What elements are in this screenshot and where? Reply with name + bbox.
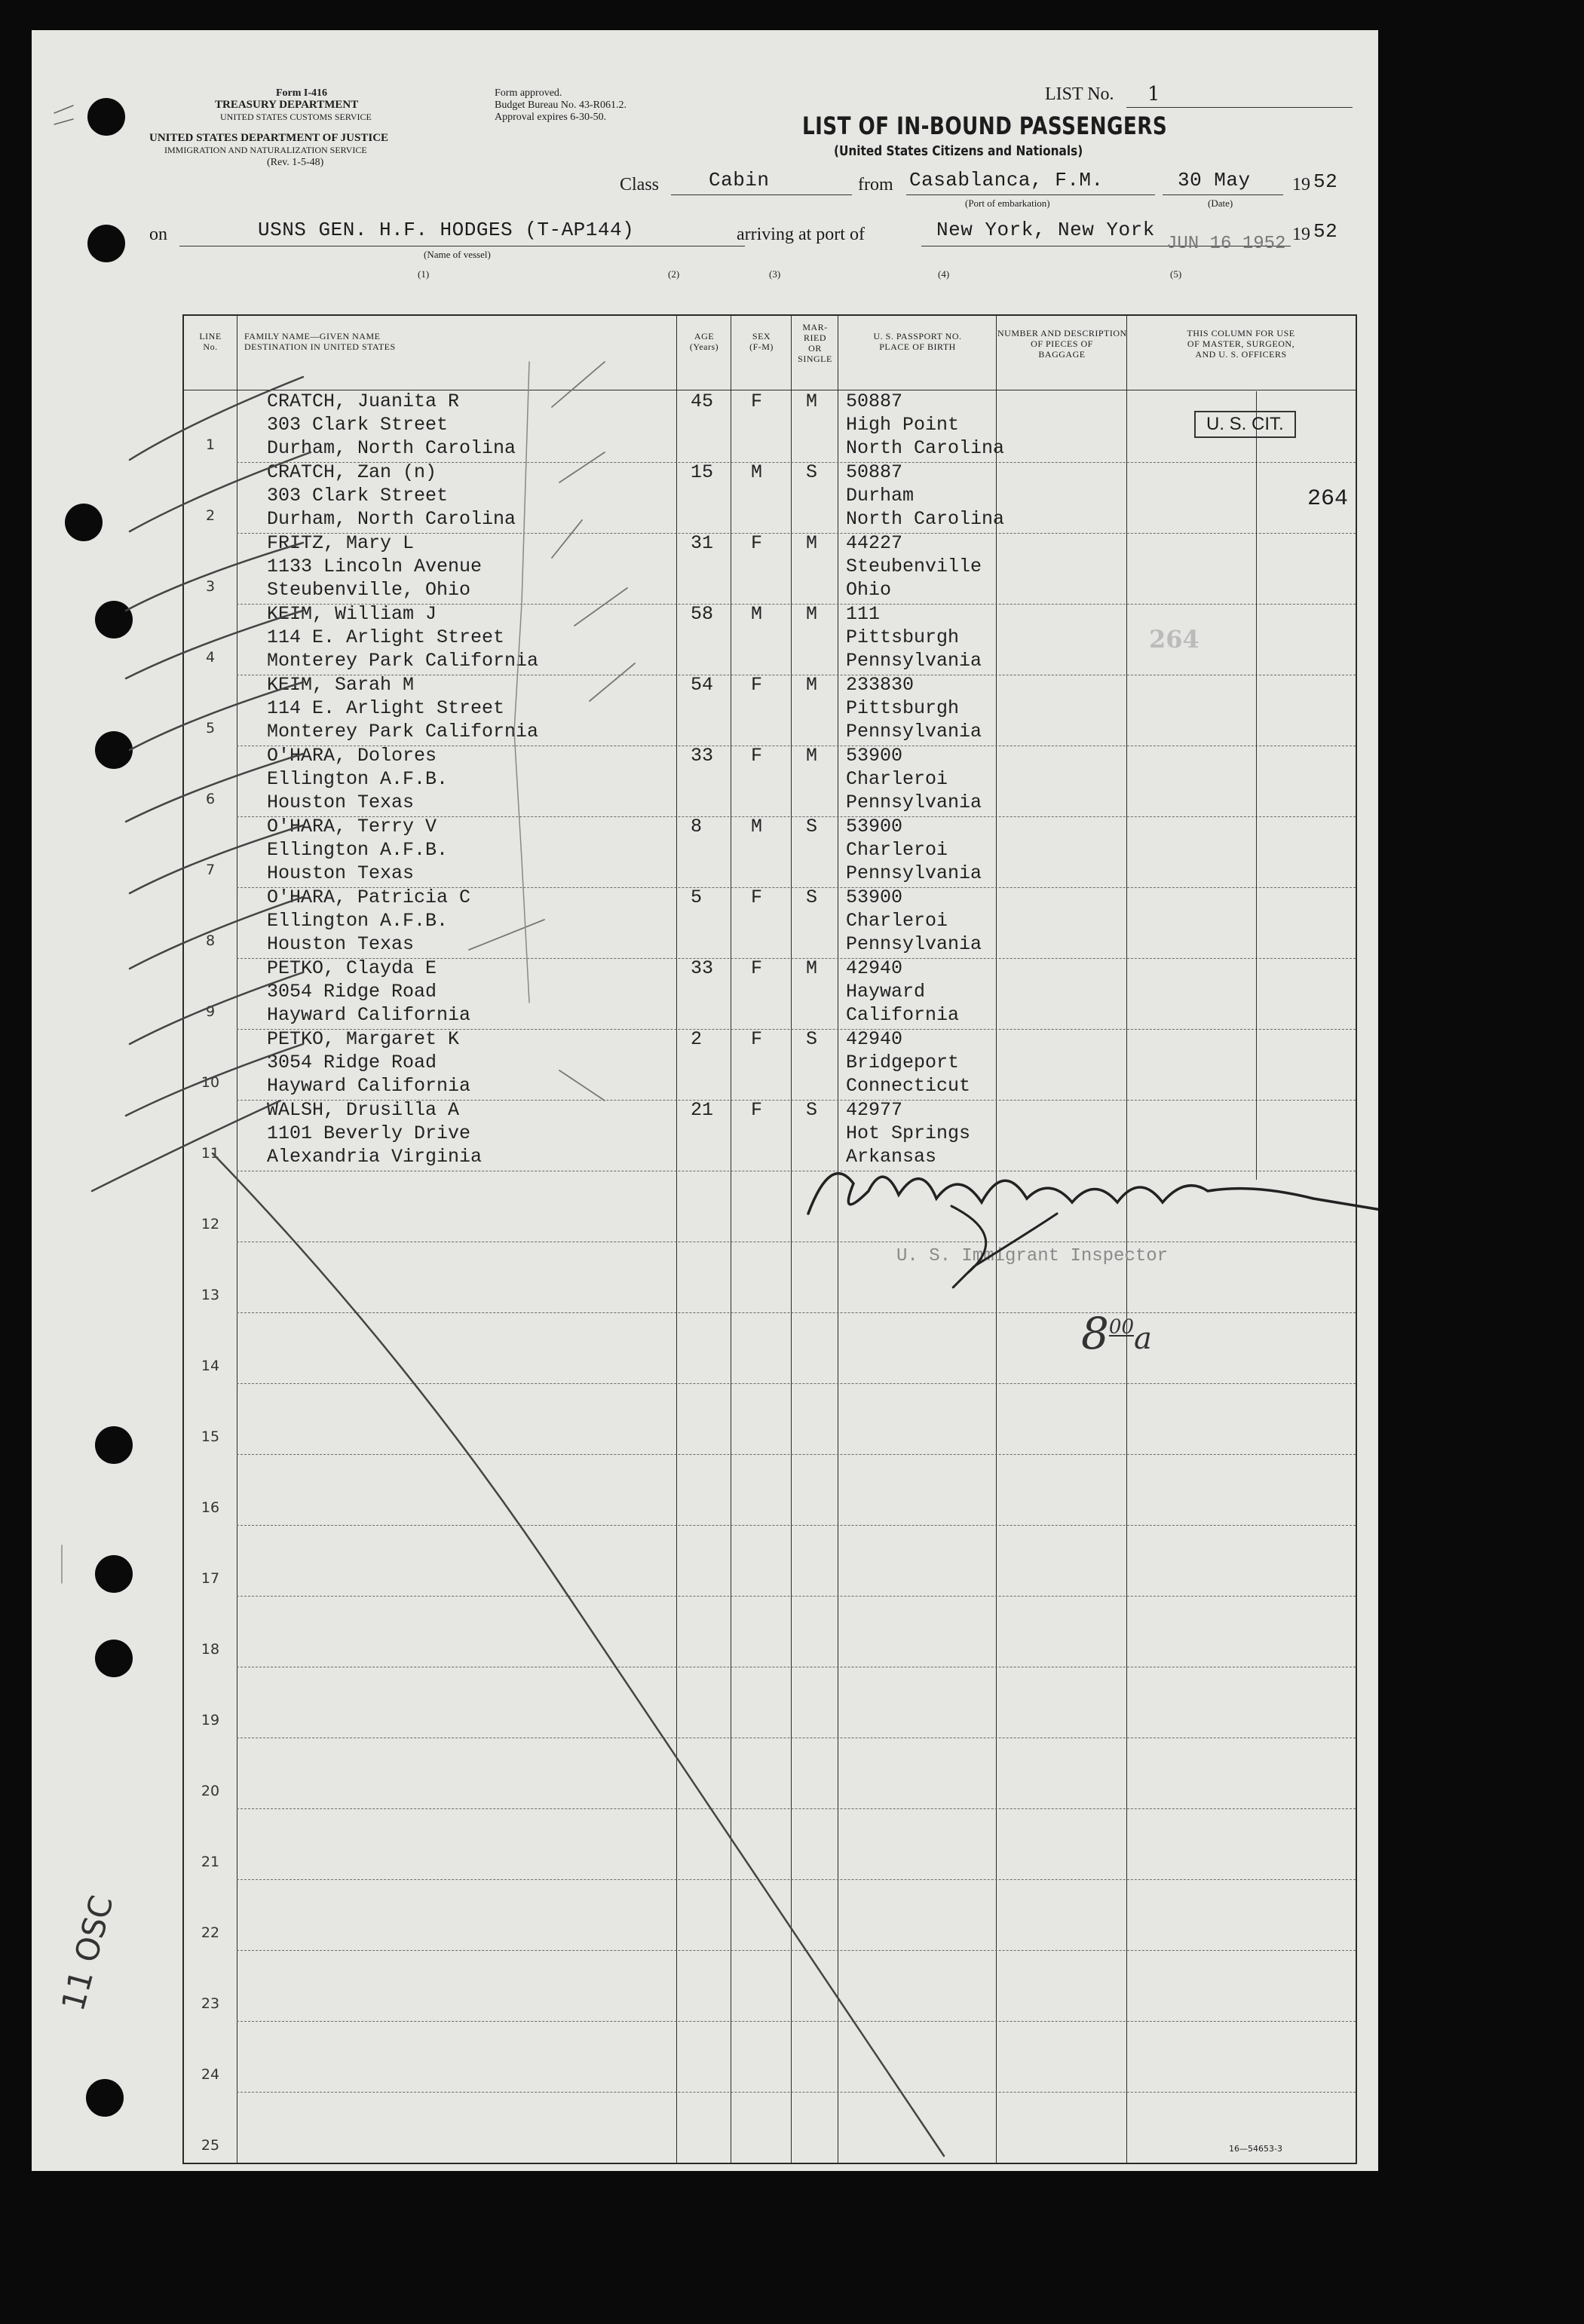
us-citizen-stamp: U. S. CIT. — [1194, 411, 1296, 438]
passenger-age: 15 — [691, 461, 714, 483]
line-number: 1 — [205, 436, 216, 453]
destination-line: 114 E. Arlight Street — [267, 626, 505, 648]
birthplace-line: Charleroi — [846, 910, 948, 932]
line-number: 11 — [201, 1145, 220, 1162]
from-label: from — [858, 175, 893, 194]
col-num-3: (3) — [769, 268, 781, 280]
header-line-no: LINE No. — [199, 331, 222, 352]
destination-line: Houston Texas — [267, 862, 415, 884]
birthplace-line: High Point — [846, 414, 960, 436]
passenger-age: 8 — [691, 816, 703, 837]
port-caption: (Port of embarkation) — [965, 197, 1050, 209]
passenger-marital-status: S — [806, 461, 818, 483]
destination-line: Hayward California — [267, 1004, 471, 1026]
passenger-name: O'HARA, Dolores — [267, 745, 437, 767]
passenger-sex: F — [751, 1028, 763, 1050]
birthplace-line: Pennsylvania — [846, 721, 982, 743]
line-number: 5 — [205, 720, 216, 736]
birthplace-line: Bridgeport — [846, 1052, 960, 1073]
year-prefix: 19 — [1292, 175, 1310, 194]
passenger-name: O'HARA, Terry V — [267, 816, 437, 837]
arrival-port: New York, New York — [936, 219, 1155, 241]
destination-line: Ellington A.F.B. — [267, 910, 449, 932]
passenger-age: 33 — [691, 745, 714, 767]
birthplace-line: Hayward — [846, 981, 926, 1003]
birthplace-line: Hot Springs — [846, 1122, 971, 1144]
birthplace-line: Pittsburgh — [846, 697, 960, 719]
passport-number: 53900 — [846, 816, 903, 837]
list-no-label: LIST No. — [1045, 84, 1114, 104]
line-number: 6 — [205, 791, 216, 807]
passport-number: 50887 — [846, 461, 903, 483]
embarkation-date: 30 May — [1178, 169, 1251, 191]
passport-number: 42977 — [846, 1099, 903, 1121]
line-number: 17 — [201, 1570, 220, 1587]
margin-note: 11 OSC — [54, 1891, 121, 2015]
passport-number: 53900 — [846, 745, 903, 767]
passenger-name: KEIM, Sarah M — [267, 674, 415, 696]
line-number: 13 — [201, 1287, 220, 1303]
time-note-hour: 8 — [1081, 1308, 1109, 1359]
passenger-name: FRITZ, Mary L — [267, 532, 415, 554]
destination-line: Alexandria Virginia — [267, 1146, 483, 1168]
destination-line: 3054 Ridge Road — [267, 981, 437, 1003]
passenger-marital-status: S — [806, 816, 818, 837]
passenger-age: 5 — [691, 886, 703, 908]
destination-line: Durham, North Carolina — [267, 437, 516, 459]
destination-line: 1133 Lincoln Avenue — [267, 556, 483, 577]
line-number: 2 — [205, 507, 216, 524]
header-passport: U. S. PASSPORT NO. PLACE OF BIRTH — [873, 331, 962, 352]
passenger-name: KEIM, William J — [267, 603, 437, 625]
line-number: 14 — [201, 1358, 220, 1374]
line-number: 20 — [201, 1783, 220, 1799]
list-no-value: 1 — [1147, 83, 1160, 106]
line-number: 4 — [205, 649, 216, 666]
passenger-sex: F — [751, 1099, 763, 1121]
time-note-minutes: 00 — [1108, 1315, 1134, 1339]
header-name: FAMILY NAME—GIVEN NAME DESTINATION IN UNITED STATES — [244, 331, 396, 352]
passenger-marital-status: M — [806, 745, 818, 767]
passport-number: 50887 — [846, 390, 903, 412]
date-caption: (Date) — [1208, 197, 1233, 209]
page-subtitle: (United States Citizens and Nationals) — [834, 143, 1083, 159]
birthplace-line: Pennsylvania — [846, 933, 982, 955]
budget-bureau: Budget Bureau No. 43-R061.2. — [495, 100, 627, 111]
header-baggage: NUMBER AND DESCRIPTION OF PIECES OF BAGGAGE — [997, 328, 1127, 360]
header-age: AGE (Years) — [689, 331, 719, 352]
passport-number: 44227 — [846, 532, 903, 554]
destination-line: Monterey Park California — [267, 650, 539, 672]
line-number: 8 — [205, 932, 216, 949]
vessel-name: USNS GEN. H.F. HODGES (T-AP144) — [258, 219, 635, 241]
line-number: 23 — [201, 1995, 220, 2012]
line-number: 10 — [201, 1074, 220, 1091]
line-number: 24 — [201, 2066, 220, 2083]
passport-number: 42940 — [846, 957, 903, 979]
col-num-5: (5) — [1170, 268, 1182, 280]
destination-line: Monterey Park California — [267, 721, 539, 743]
birthplace-line: Pittsburgh — [846, 626, 960, 648]
passenger-sex: F — [751, 886, 763, 908]
birthplace-line: North Carolina — [846, 437, 1005, 459]
passenger-age: 2 — [691, 1028, 703, 1050]
passenger-sex: F — [751, 674, 763, 696]
arrival-year: 52 — [1313, 220, 1338, 243]
col-num-1: (1) — [418, 268, 430, 280]
handwriting-overlay — [32, 30, 1378, 2171]
line-number: 25 — [201, 2137, 220, 2154]
arriving-label: arriving at port of — [737, 225, 865, 244]
passenger-sex: F — [751, 957, 763, 979]
passenger-sex: M — [751, 603, 763, 625]
inspector-title: U. S. Immigrant Inspector — [896, 1246, 1169, 1266]
form-number: Form I-416 — [276, 87, 328, 99]
destination-line: Houston Texas — [267, 933, 415, 955]
destination-line: Steubenville, Ohio — [267, 579, 471, 601]
passenger-marital-status: S — [806, 886, 818, 908]
destination-line: 114 E. Arlight Street — [267, 697, 505, 719]
header-officers: THIS COLUMN FOR USE OF MASTER, SURGEON, AND U. S. OFFICERS — [1187, 328, 1295, 360]
customs-service: UNITED STATES CUSTOMS SERVICE — [220, 112, 372, 122]
passenger-name: PETKO, Margaret K — [267, 1028, 460, 1050]
form-revision: (Rev. 1-5-48) — [267, 157, 324, 168]
arrival-date-stamp: JUN 16 1952 — [1166, 234, 1286, 254]
page-title: LIST OF IN-BOUND PASSENGERS — [802, 112, 1168, 140]
passenger-marital-status: M — [806, 603, 818, 625]
passenger-sex: F — [751, 390, 763, 412]
destination-line: Houston Texas — [267, 792, 415, 813]
passenger-age: 54 — [691, 674, 714, 696]
line-number: 22 — [201, 1924, 220, 1941]
line-number: 21 — [201, 1854, 220, 1870]
line-number: 16 — [201, 1499, 220, 1516]
destination-line: Durham, North Carolina — [267, 508, 516, 530]
line-number: 19 — [201, 1712, 220, 1728]
destination-line: 303 Clark Street — [267, 485, 449, 507]
passport-number: 42940 — [846, 1028, 903, 1050]
birthplace-line: Pennsylvania — [846, 862, 982, 884]
passenger-name: CRATCH, Zan (n) — [267, 461, 437, 483]
passenger-sex: M — [751, 461, 763, 483]
col-num-2: (2) — [668, 268, 680, 280]
passport-number: 111 — [846, 603, 881, 625]
justice-dept: UNITED STATES DEPARTMENT OF JUSTICE — [149, 132, 389, 144]
class-value: Cabin — [709, 169, 770, 191]
birthplace-line: California — [846, 1004, 960, 1026]
passenger-sex: M — [751, 816, 763, 837]
passenger-sex: F — [751, 532, 763, 554]
birthplace-line: Pennsylvania — [846, 650, 982, 672]
destination-line: 1101 Beverly Drive — [267, 1122, 471, 1144]
col-num-4: (4) — [938, 268, 950, 280]
passenger-age: 31 — [691, 532, 714, 554]
line-number: 3 — [205, 578, 216, 595]
passenger-marital-status: S — [806, 1099, 818, 1121]
birthplace-line: Arkansas — [846, 1146, 937, 1168]
birthplace-line: Pennsylvania — [846, 792, 982, 813]
passenger-age: 58 — [691, 603, 714, 625]
passenger-marital-status: M — [806, 390, 818, 412]
passenger-age: 21 — [691, 1099, 714, 1121]
birthplace-line: Ohio — [846, 579, 892, 601]
header-sex: SEX (F-M) — [749, 331, 774, 352]
line-number: 9 — [205, 1003, 216, 1020]
approval-expires: Approval expires 6-30-50. — [495, 112, 607, 123]
passenger-name: O'HARA, Patricia C — [267, 886, 471, 908]
destination-line: 303 Clark Street — [267, 414, 449, 436]
passenger-marital-status: M — [806, 674, 818, 696]
treasury-dept: TREASURY DEPARTMENT — [215, 99, 359, 111]
passenger-age: 33 — [691, 957, 714, 979]
passenger-marital-status: S — [806, 1028, 818, 1050]
header-married: MAR- RIED OR SINGLE — [798, 322, 832, 364]
birthplace-line: Steubenville — [846, 556, 982, 577]
footer-code: 16—54653-3 — [1229, 2144, 1282, 2154]
passport-number: 233830 — [846, 674, 915, 696]
destination-line: Hayward California — [267, 1075, 471, 1097]
line-number: 7 — [205, 862, 216, 878]
passenger-name: WALSH, Drusilla A — [267, 1099, 460, 1121]
destination-line: Ellington A.F.B. — [267, 768, 449, 790]
passenger-marital-status: M — [806, 957, 818, 979]
time-note-suffix: a — [1134, 1321, 1152, 1356]
birthplace-line: North Carolina — [846, 508, 1005, 530]
on-label: on — [149, 225, 167, 244]
passenger-marital-status: M — [806, 532, 818, 554]
form-approved: Form approved. — [495, 87, 562, 99]
arrival-year-prefix: 19 — [1292, 225, 1310, 244]
passenger-age: 45 — [691, 390, 714, 412]
destination-line: Ellington A.F.B. — [267, 839, 449, 861]
line-number: 12 — [201, 1216, 220, 1232]
passenger-name: PETKO, Clayda E — [267, 957, 437, 979]
year-value: 52 — [1313, 170, 1338, 193]
passenger-sex: F — [751, 745, 763, 767]
passenger-count-faded: 264 — [1149, 625, 1199, 654]
birthplace-line: Charleroi — [846, 768, 948, 790]
passenger-name: CRATCH, Juanita R — [267, 390, 460, 412]
ins-service: IMMIGRATION AND NATURALIZATION SERVICE — [164, 145, 367, 155]
class-label: Class — [620, 175, 660, 194]
manifest-sheet — [32, 30, 1378, 2171]
birthplace-line: Charleroi — [846, 839, 948, 861]
vessel-caption: (Name of vessel) — [424, 249, 491, 260]
passenger-count: 264 — [1307, 486, 1349, 512]
embarkation-port: Casablanca, F.M. — [909, 169, 1104, 191]
line-number: 18 — [201, 1641, 220, 1658]
birthplace-line: Connecticut — [846, 1075, 971, 1097]
birthplace-line: Durham — [846, 485, 915, 507]
destination-line: 3054 Ridge Road — [267, 1052, 437, 1073]
passport-number: 53900 — [846, 886, 903, 908]
line-number: 15 — [201, 1428, 220, 1445]
